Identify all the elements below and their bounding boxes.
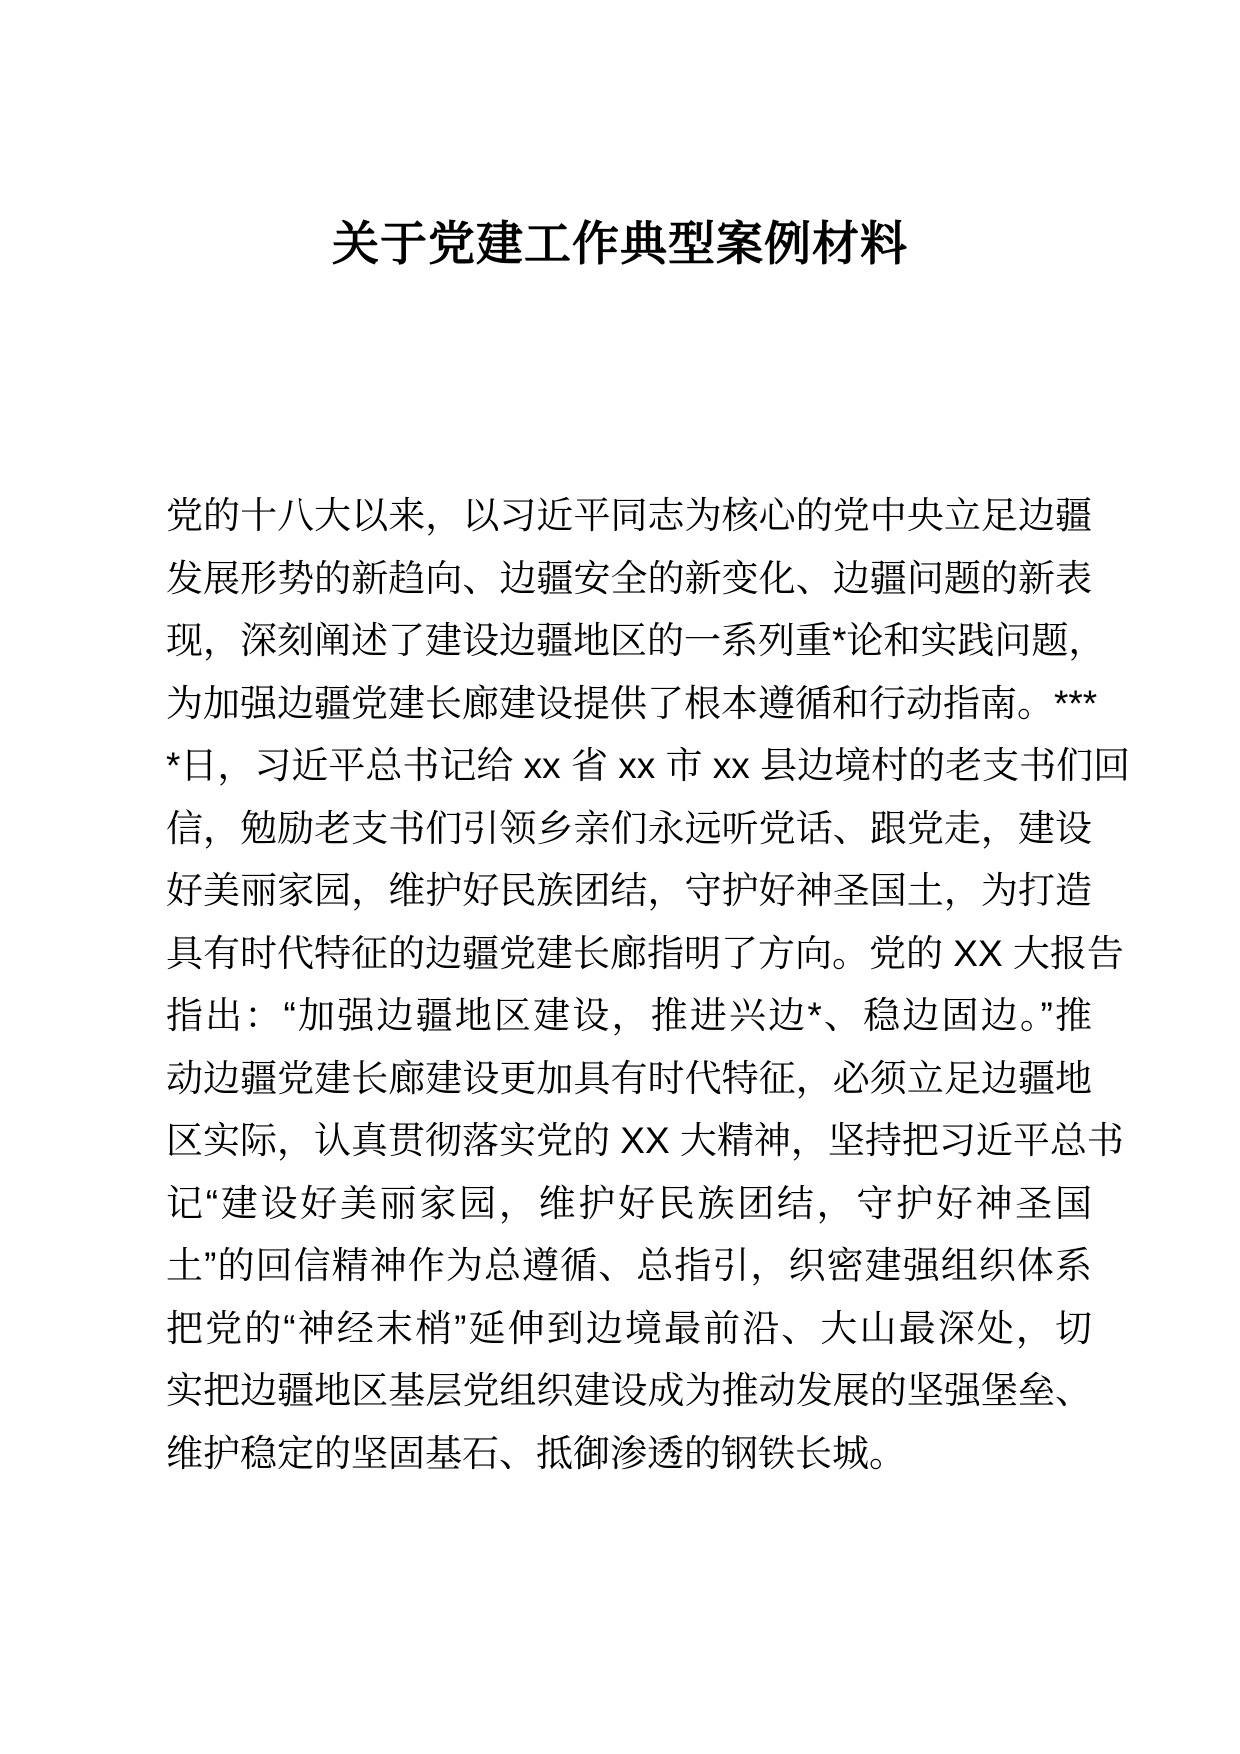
body-line: 动边疆党建长廊建设更加具有时代特征，必须立足边疆地 <box>166 1057 1092 1099</box>
document-title: 关于党建工作典型案例材料 <box>332 217 908 271</box>
body-line: 维护稳定的坚固基石、抵御渗透的钢铁长城。 <box>166 1432 906 1474</box>
document-body <box>166 485 1131 1485</box>
body-line: 发展形势的新趋向、边疆安全的新变化、边疆问题的新表 <box>166 557 1092 599</box>
body-line: 党的十八大以来，以习近平同志为核心的党中央立足边疆 <box>166 495 1092 537</box>
body-line: 为加强边疆党建长廊建设提供了根本遵循和行动指南。*** <box>166 682 1098 724</box>
body-line: 记“建设好美丽家园，维护好民族团结，守护好神圣国 <box>166 1182 1092 1224</box>
body-line: 现，深刻阐述了建设边疆地区的一系列重*论和实践问题， <box>166 620 1106 662</box>
body-line: 土”的回信精神作为总遵循、总指引，织密建强组织体系 <box>166 1245 1092 1287</box>
body-line: 指出：“加强边疆地区建设，推进兴边*、稳边固边。”推 <box>166 995 1092 1037</box>
body-line: 信，勉励老支书们引领乡亲们永远听党话、跟党走，建设 <box>166 807 1092 849</box>
body-line: 实把边疆地区基层党组织建设成为推动发展的坚强堡垒、 <box>166 1370 1092 1412</box>
body-line: 把党的“神经末梢”延伸到边境最前沿、大山最深处，切 <box>166 1307 1092 1349</box>
body-line: 区实际，认真贯彻落实党的 XX 大精神，坚持把习近平总书 <box>166 1120 1124 1162</box>
body-line: 具有时代特征的边疆党建长廊指明了方向。党的 XX 大报告 <box>166 932 1124 974</box>
body-line: *日，习近平总书记给 xx 省 xx 市 xx 县边境村的老支书们回 <box>166 745 1131 787</box>
body-line: 好美丽家园，维护好民族团结，守护好神圣国土，为打造 <box>166 870 1092 912</box>
